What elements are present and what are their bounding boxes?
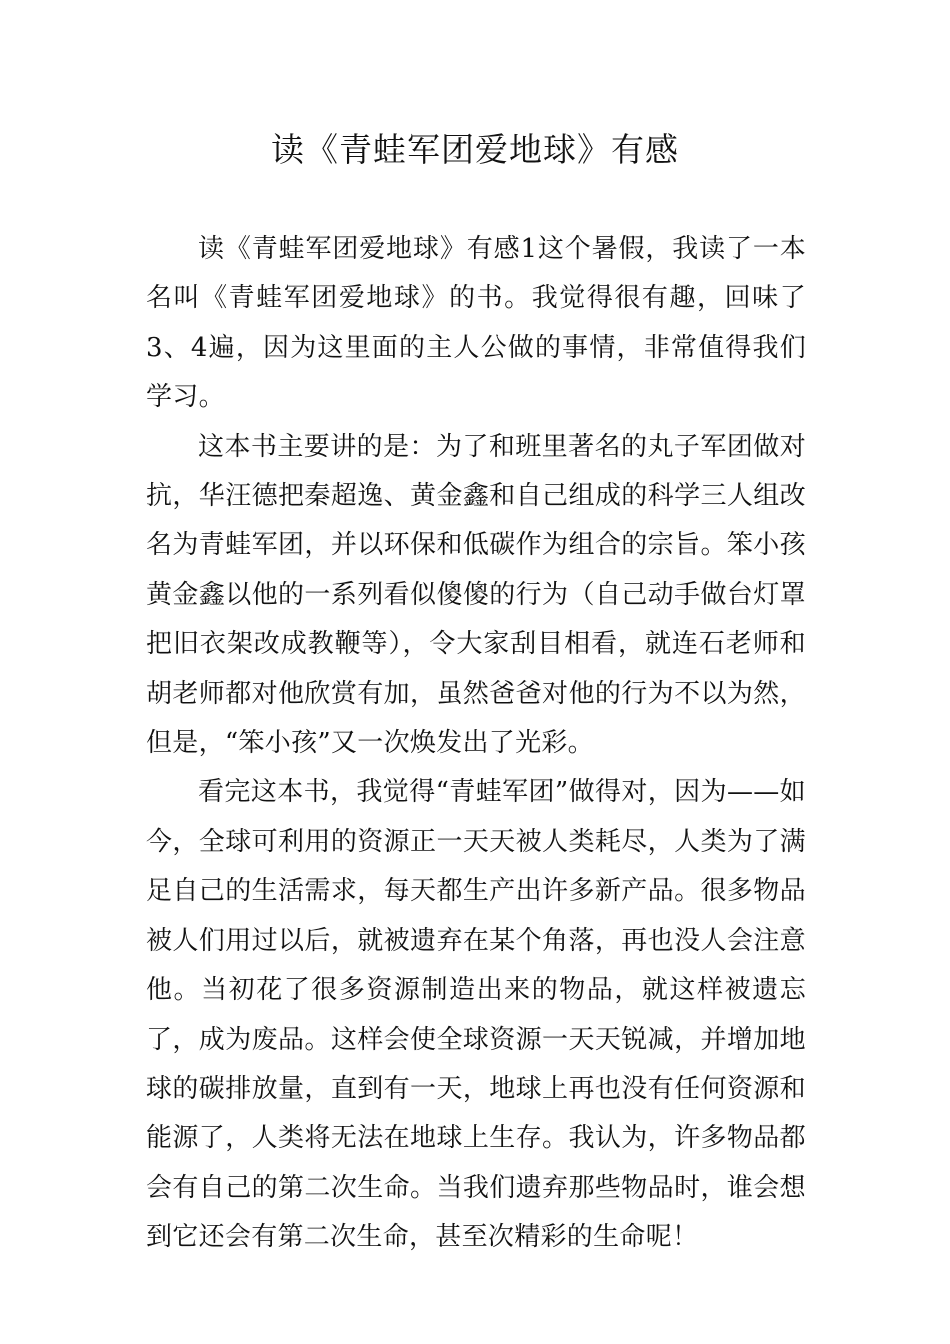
paragraph-2: 这本书主要讲的是：为了和班里著名的丸子军团做对抗，华汪德把秦超逸、黄金鑫和自己组成的科学三人组改名为青蛙军团，并以环保和低碳作为组合的宗旨。笨小孩黄金鑫以他的一系列看似傻傻的行为（自己动手做台灯罩把旧衣架改成教鞭等），令大家刮目相看，就连石老师和胡老师都对他欣赏有加，虽然爸爸对他的行为不以为然，但是，“笨小孩”又一次焕发出了光彩。 [146, 431, 806, 759]
paragraph-3: 看完这本书，我觉得“青蛙军团”做得对，因为——如今，全球可利用的资源正一天天被人类耗尽，人类为了满足自己的生活需求，每天都生产出许多新产品。很多物品被人们用过以后，就被遗弃在某个角落，再也没人会注意他。当初花了很多资源制造出来的物品，就这样被遗忘了，成为废品。这样会使全球资源一天天锐减，并增加地球的碳排放量，直到有一天，地球上再也没有任何资源和能源了，人类将无法在地球上生存。我认为，许多物品都会有自己的第二次生命。当我们遗弃那些物品时，谁会想到它还会有第二次生命，甚至次精彩的生命呢！ [146, 777, 806, 1253]
document-title: 读《青蛙军团爱地球》有感 [271, 130, 679, 169]
paragraph-1: 读《青蛙军团爱地球》有感1这个暑假，我读了一本名叫《青蛙军团爱地球》的书。我觉得很有趣，回味了3、4遍，因为这里面的主人公做的事情，非常值得我们学习。 [146, 234, 806, 413]
document-body [146, 225, 806, 1263]
